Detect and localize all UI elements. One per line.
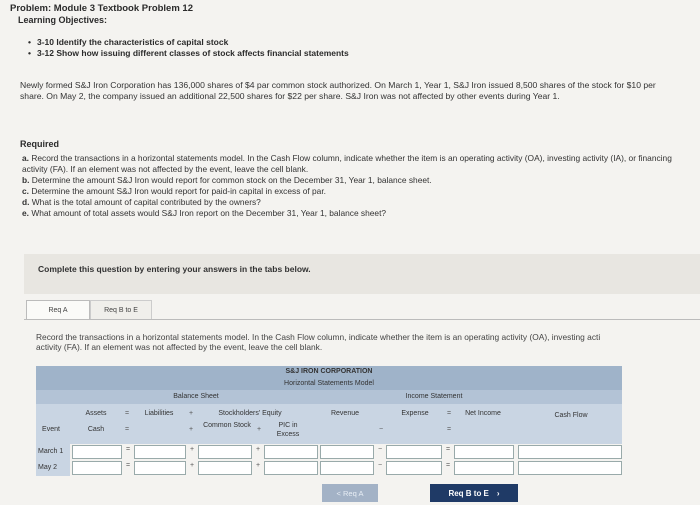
problem-paragraph: Newly formed S&J Iron Corporation has 136,000 shares of $4 par common stock authorized. On March 1, Year 1, S&J Iron issued 8,500 shares of the stock for $10 per share. On May 2, the company issued an additional 22,500 shares for $22 per share. S&J Iron was not affected by other events during Year 1.	[20, 80, 656, 101]
objective-item: • 3-12 Show how issuing different classes of stock affects financial statements	[28, 48, 349, 59]
income-statement-header: Income Statement	[405, 393, 463, 400]
required-heading: Required	[20, 139, 60, 149]
prev-req-a-button[interactable]: < Req A	[322, 484, 378, 502]
sign-plus: +	[256, 426, 262, 433]
sign-plus: +	[188, 410, 194, 417]
common-stock-header: Common Stock	[203, 422, 251, 429]
pic-excess-header: PIC in Excess	[276, 422, 300, 438]
sign-minus: −	[377, 446, 383, 453]
company-name: S&J IRON CORPORATION	[36, 366, 622, 378]
common-stock-input[interactable]	[198, 461, 252, 475]
header-group-row	[36, 390, 622, 404]
sign-plus: +	[189, 446, 195, 453]
cash-flow-input[interactable]	[518, 461, 622, 475]
net-income-input[interactable]	[454, 461, 514, 475]
expense-input[interactable]	[386, 461, 442, 475]
chevron-right-icon: ›	[496, 488, 500, 498]
assets-header: Assets	[85, 410, 107, 417]
sign-plus: +	[255, 462, 261, 469]
event-cell: May 2	[36, 460, 70, 476]
question-panel-text: Complete this question by entering your answers in the tabs below.	[38, 264, 311, 274]
sign-plus: +	[255, 446, 261, 453]
sign-equals: =	[446, 426, 452, 433]
statements-model-table	[36, 366, 622, 478]
sign-minus: −	[377, 462, 383, 469]
cash-input[interactable]	[72, 461, 122, 475]
problem-title: Problem: Module 3 Textbook Problem 12	[10, 3, 193, 14]
requirement-item: d. What is the total amount of capital contributed by the owners?	[22, 197, 261, 207]
cash-flow-header: Cash Flow	[554, 412, 588, 419]
tab-req-b-to-e[interactable]: Req B to E	[90, 300, 152, 320]
net-income-input[interactable]	[454, 445, 514, 459]
revenue-input[interactable]	[320, 461, 374, 475]
objectives-list	[28, 37, 349, 59]
objectives-heading: Learning Objectives:	[18, 15, 108, 25]
tab-divider	[24, 319, 700, 320]
sign-plus: +	[188, 426, 194, 433]
event-header: Event	[42, 426, 60, 433]
liabilities-input[interactable]	[134, 445, 186, 459]
pic-excess-input[interactable]	[264, 445, 318, 459]
sign-equals: =	[125, 446, 131, 453]
sign-equals: =	[124, 426, 130, 433]
instruction-line: activity (FA). If an element was not affected by the event, leave the cell blank.	[36, 342, 323, 352]
expense-input[interactable]	[386, 445, 442, 459]
revenue-header: Revenue	[330, 410, 360, 417]
model-title: Horizontal Statements Model	[36, 378, 622, 390]
sign-equals: =	[124, 410, 130, 417]
sign-equals: =	[446, 410, 452, 417]
cash-flow-input[interactable]	[518, 445, 622, 459]
instruction-text	[36, 332, 700, 352]
next-req-b-to-e-button[interactable]	[430, 484, 518, 502]
common-stock-input[interactable]	[198, 445, 252, 459]
sign-equals: =	[445, 462, 451, 469]
next-button-label: Req B to E	[448, 488, 489, 498]
expense-header: Expense	[401, 410, 429, 417]
balance-sheet-header: Balance Sheet	[173, 393, 219, 400]
requirement-item: c. Determine the amount S&J Iron would report for paid-in capital in excess of par.	[22, 186, 326, 196]
question-panel	[24, 254, 700, 294]
liabilities-input[interactable]	[134, 461, 186, 475]
sign-minus: −	[378, 426, 384, 433]
requirements-list	[22, 153, 682, 219]
objective-item: • 3-10 Identify the characteristics of capital stock	[28, 37, 349, 48]
sign-equals: =	[445, 446, 451, 453]
requirement-item: e. What amount of total assets would S&J Iron report on the December 31, Year 1, balance sheet?	[22, 208, 387, 218]
requirement-item: a. Record the transactions in a horizontal statements model. In the Cash Flow column, indicate whether the item is an operating activity (OA), investing activity (IA), or financing activity (FA). If an element was not affected by the event, leave the cell blank.	[22, 153, 675, 174]
event-cell: March 1	[36, 444, 70, 460]
sign-plus: +	[189, 462, 195, 469]
liabilities-header: Liabilities	[144, 410, 174, 417]
net-income-header: Net Income	[465, 410, 501, 417]
instruction-line: Record the transactions in a horizontal statements model. In the Cash Flow column, indicate whether the item is an operating activity (OA), investing acti	[36, 332, 601, 342]
pic-excess-input[interactable]	[264, 461, 318, 475]
cash-header: Cash	[87, 426, 105, 433]
cash-input[interactable]	[72, 445, 122, 459]
sign-equals: =	[125, 462, 131, 469]
stockholders-equity-header: Stockholders' Equity	[218, 410, 282, 417]
requirement-item: b. Determine the amount S&J Iron would report for common stock on the December 31, Year 1, balance sheet.	[22, 175, 432, 185]
revenue-input[interactable]	[320, 445, 374, 459]
tab-req-a[interactable]: Req A	[26, 300, 90, 320]
